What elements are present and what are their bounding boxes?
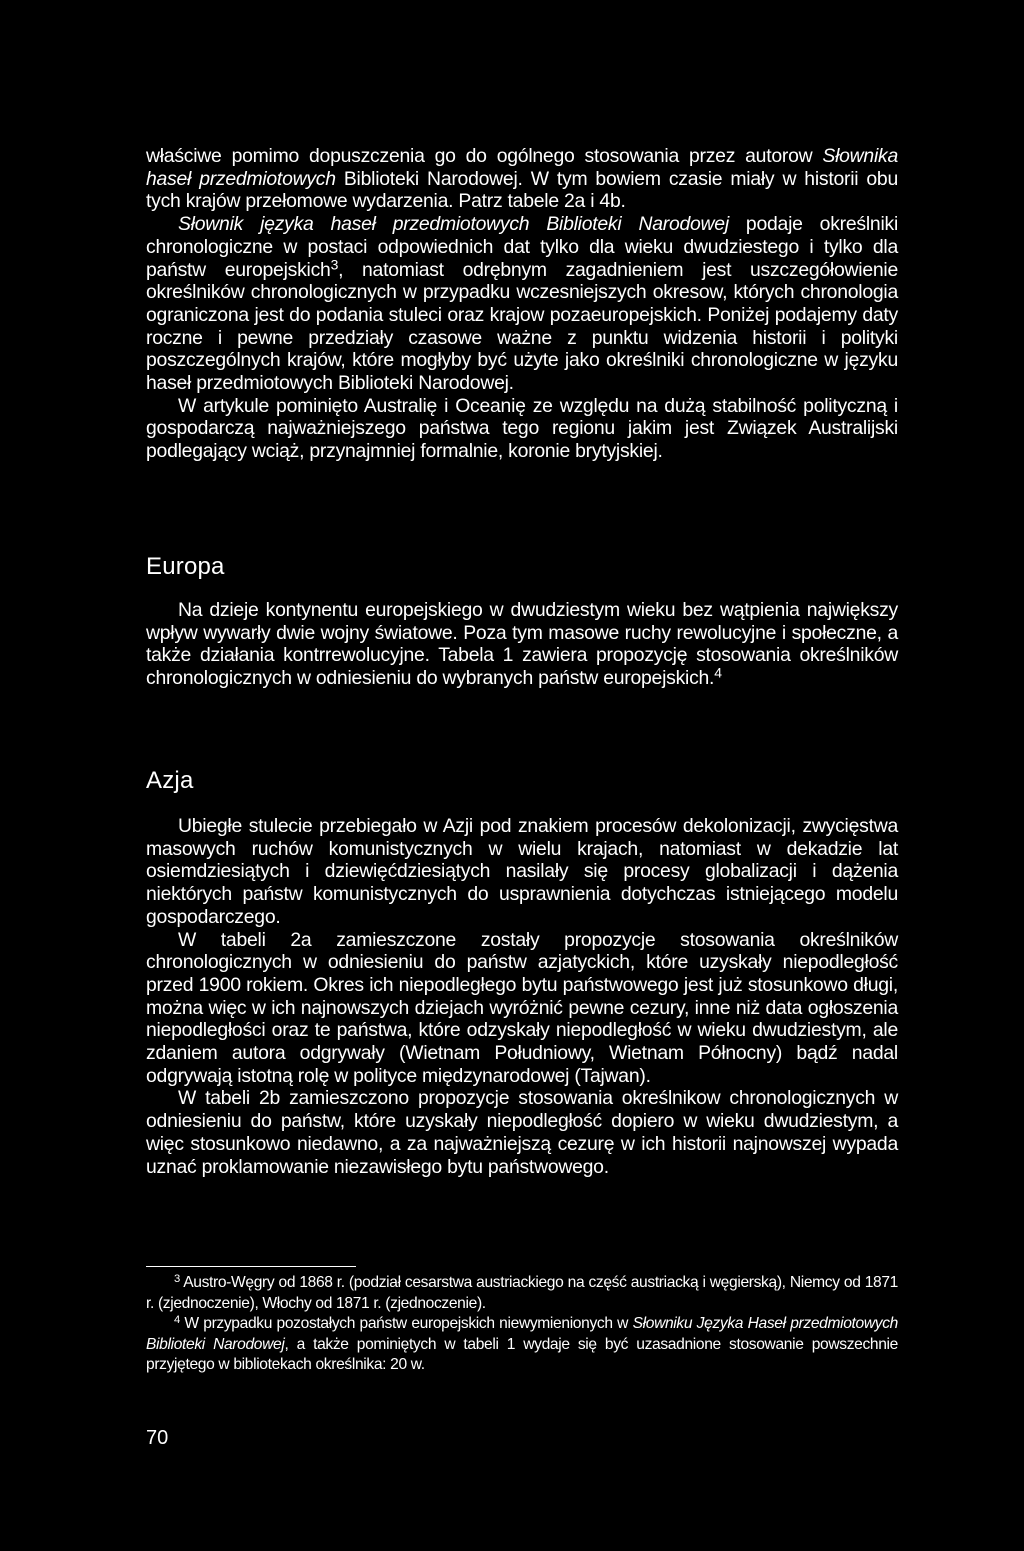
intro-paragraph-3: W artykule pominięto Australię i Oceanię ze względu na dużą stabilność polityczną i gospodarczą najważniejszego państwa tego regionu jakim jest Związek Australijski podlegający wciąż, przynajmniej formalnie, koronie brytyjskiej. xyxy=(146,394,898,463)
text-run: Na dzieje kontynentu europejskiego w dwudziestym wieku bez wątpienia największy wpływ wywarły dwie wojny światowe. Poza tym masowe ruchy rewolucyjne i społeczne, a także działania kontrrewolucyjne. Tabela 1 zawiera propozycję stosowania określników chronologicznych w odniesieniu do wybranych państw europejskich. xyxy=(146,599,898,690)
text-run: , natomiast odrębnym zagadnieniem jest uszczegółowienie określników chronologicznych w przypadku wczesniejszych okresow, których chronologia ograniczona jest do podania stuleci oraz krajow pozaeuropejskich. Poniżej podajemy daty roczne i pewne przedziały czasowe ważne z punktu widzenia historii i polityki poszczególnych krajów, które mogłyby być użyte jako określniki chronologiczne w języku haseł przedmiotowych Biblioteki Narodowej. xyxy=(146,258,898,395)
footnote-number: 4 xyxy=(174,1313,180,1326)
azja-paragraph-1: Ubiegłe stulecie przebiegało w Azji pod znakiem procesów dekolonizacji, zwycięstwa masowych ruchów komunistycznych w wielu krajach, natomiast w dekadzie lat osiemdziesiątych i dziewięćdziesiątych nasilały się procesy globalizacji i dążenia niektórych państw komunistycznych do usprawnienia dotychczas istniejącego modelu gospodarczego. xyxy=(146,815,898,928)
footnote-text: , a także pominiętych w tabeli 1 wydaje się być uzasadnione stosowanie powszechnie przyjętego w bibliotekach określnika: 20 w. xyxy=(146,1335,898,1373)
footnote-number: 3 xyxy=(174,1272,180,1285)
italic-title: Słowniku Języka Haseł przedmiotowych Biblioteki Narodowej xyxy=(146,1315,898,1353)
text-run: Biblioteki Narodowej. W tym bowiem czasie miały w historii obu tych krajów przełomowe wydarzenia. Patrz tabele 2a i 4b. xyxy=(146,167,898,213)
italic-title: Słownik języka haseł przedmiotowych Biblioteki Narodowej xyxy=(178,213,729,236)
footnote-3 xyxy=(146,1273,898,1314)
section-heading-europa: Europa xyxy=(146,553,225,580)
footnote-ref-4[interactable]: 4 xyxy=(714,664,722,681)
intro-section xyxy=(146,145,898,463)
footnote-ref-3[interactable]: 3 xyxy=(330,256,339,273)
footnote-text: Austro-Węgry od 1868 r. (podział cesarstwa austriackiego na część austriacką i węgierską), Niemcy od 1871 r. (zjednoczenie), Włochy od 1871 r. (zjednoczenie). xyxy=(146,1274,898,1312)
footnote-4 xyxy=(146,1314,898,1376)
footnotes xyxy=(146,1273,898,1376)
footnote-text: W przypadku pozostałych państw europejskich niewymienionych w xyxy=(179,1315,633,1332)
intro-paragraph-2 xyxy=(146,213,898,395)
azja-paragraph-3: W tabeli 2b zamieszczono propozycje stosowania określnikow chronologicznych w odniesieniu do państw, które uzyskały niepodległość dopiero w wieku dwudziestym, a więc stosunkowo niedawno, a za najważniejszą cezurę w ich historii najnowszej wypada uznać proklamowanie niezawisłego bytu państwowego. xyxy=(146,1087,898,1178)
azja-section xyxy=(146,815,898,1178)
europa-section xyxy=(146,599,898,690)
europa-paragraph xyxy=(146,599,898,690)
page-number: 70 xyxy=(146,1427,169,1449)
intro-paragraph-1 xyxy=(146,145,898,213)
section-heading-azja: Azja xyxy=(146,767,194,794)
italic-title: Słownika haseł przedmiotowych xyxy=(146,145,898,190)
text-run: podaje określniki chronologiczne w postaci odpowiednich dat tylko dla wieku dwudziestego i tylko dla państw europejskich xyxy=(146,213,899,281)
footnote-divider xyxy=(146,1266,356,1267)
azja-paragraph-2: W tabeli 2a zamieszczone zostały propozycje stosowania określników chronologicznych w odniesieniu do państw azjatyckich, które uzyskały niepodległość przed 1900 rokiem. Okres ich niepodległego bytu państwowego jest już stosunkowo długi, można więc w ich najnowszych dziejach wyróżnić pewne cezury, inne niż data ogłoszenia niepodległości oraz te państwa, które odzyskały niepodległość w wieku dwudziestym, ale zdaniem autora odgrywały (Wietnam Południowy, Wietnam Północny) bądź nadal odgrywają istotną rolę w polityce międzynarodowej (Tajwan). xyxy=(146,928,898,1087)
text-run: właściwe pomimo dopuszczenia go do ogólnego stosowania przez autorow xyxy=(146,145,823,167)
